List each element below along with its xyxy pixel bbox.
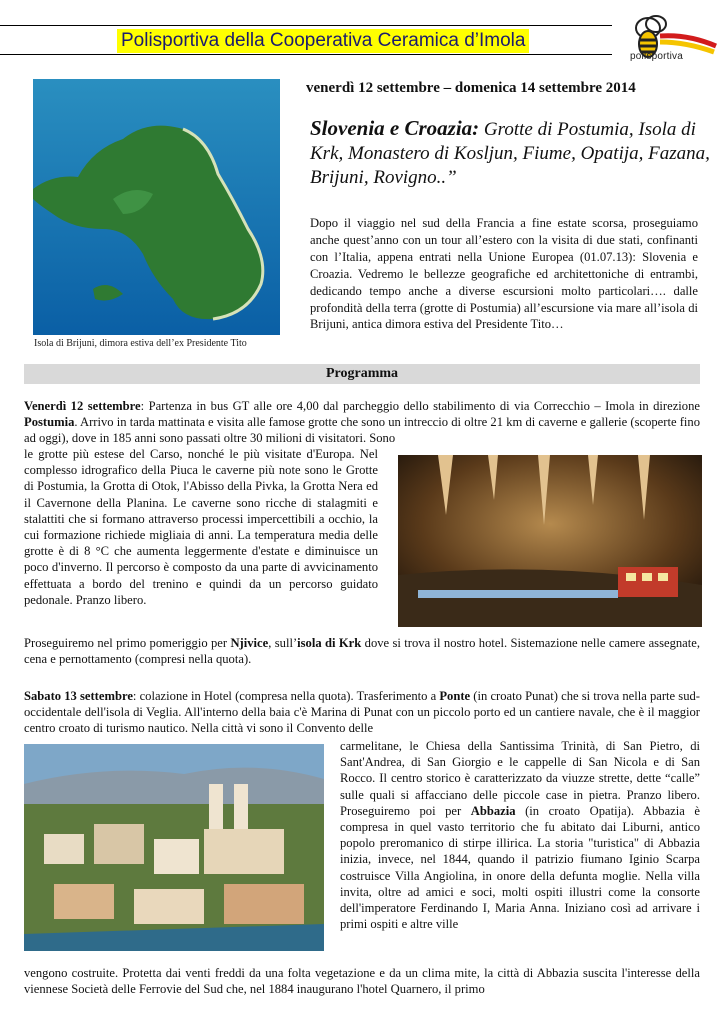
day2-label: Sabato 13 settembre [24, 689, 133, 703]
intro-paragraph: Dopo il viaggio nel sud della Francia a fine estate scorsa, proseguiamo anche quest’anno con un tour all’estero con la visita di due stati, confinanti con l’Italia, appena entrati nella Unione Europea (01.07.13): Slovenia e Croazia. Vedremo le bellezze geografiche ed architettoniche di entrambi, dedicando tempo anche a diverse escursioni molto particolari…. dalle profondità della terra (grotte di Postumia) all’escursione via mare all’isola di Brijuni, antica dimora estiva del Presidente Tito… [310, 216, 698, 332]
org-title: Polisportiva della Cooperativa Ceramica d’Imola [117, 29, 529, 53]
image-caption: Isola di Brijuni, dimora estiva dell’ex Presidente Tito [34, 338, 247, 349]
island-photo [33, 79, 280, 335]
day1-place-njivice: Njivice [230, 636, 269, 650]
day1-label: Venerdì 12 settembre [24, 399, 141, 413]
day1-text-2: . Arrivo in tarda mattinata e visita alle famose grotte che sono un intreccio di oltre 21 km di caverne e gallerie (scoperte fino ad oggi), dove in 185 anni sono passati oltre 30 milioni di visitatori. Sono [24, 415, 700, 446]
title-rest: Grotte di Postumia, Isola di Krk, Monastero di Kosljun, Fiume, Opatija, Fazana, Brijuni, Rovigno..” [310, 119, 710, 188]
day1-paragraph-bottom [24, 635, 700, 667]
title-bold: Slovenia e Croazia: [310, 116, 480, 140]
day1-text-1: : Partenza in bus GT alle ore 4,00 dal parcheggio dello stabilimento di via Correcchio – Imola in direzione [140, 399, 700, 413]
header-rule-bottom [0, 54, 612, 55]
day2-paragraph-top [24, 688, 700, 737]
trip-dates: venerdì 12 settembre – domenica 14 settembre 2014 [306, 80, 636, 96]
day2-text-2: (in croato Punat) che si trova nella parte sud-occidentale dell'isola di Veglia. All'interno della baia c'è Marina di Punat con un piccolo porto ed un cantiere navale, che è il maggior centro croato di turismo nautico. Nella città vi sono il Convento delle [24, 689, 700, 736]
day2-text-4: (in croato Opatija). Abbazia è compresa in quel vasto territorio che fu abitato dai Liburni, antico popolo preromanico di stirpe illirica. La storia "turistica" di Abbazia inizia, invece, nel 1844, quando il patrizio fiumano Iginio Scarpa costruisce Villa Angiolina, in onore della defunta moglie. Nella villa invita, oltre ad amici e soci, molti ospiti illustri come la consorte dell'imperatore Ferdinando I, Maria Anna. Iniziano così ad arrivare i primi ospiti e altre ville [340, 803, 700, 932]
day2-paragraph-bottom: vengono costruite. Protetta dai venti freddi da una folta vegetazione e da un clima mite, la città di Abbazia suscita l'interesse della viennese Società delle Ferrovie del Sud che, nel 1884 inaugurano l'hotel Quarnero, il primo [24, 966, 700, 997]
day1-place-krk: isola di Krk [297, 636, 362, 650]
logo-text: polisportiva [630, 51, 683, 62]
day2-paragraph-wrap [340, 738, 700, 932]
day1-text-4: Proseguiremo nel primo pomeriggio per [24, 636, 231, 650]
day2-place-abbazia: Abbazia [470, 803, 516, 818]
cave-photo [398, 455, 702, 627]
abbazia-photo [24, 744, 324, 951]
day1-paragraph-top [24, 398, 700, 447]
header-rule-top [0, 25, 612, 26]
day1-text-5: , sull’ [268, 636, 298, 650]
bee-logo-icon [618, 6, 718, 76]
day2-text-3: carmelitane, le Chiesa della Santissima Trinità, di San Pietro, di Sant'Andrea, di San Giorgio e le cappelle di San Nicola e di San Rocco. Il centro storico è caratterizzato da viuzze strette, dette “calle” sulle quali si affacciano delle piccole case in pietra. Pranzo libero. Proseguiremo poi per [340, 739, 700, 818]
day2-place-ponte: Ponte [439, 689, 471, 703]
trip-title [310, 116, 710, 190]
day1-place-postumia: Postumia [24, 415, 75, 430]
day2-text-1: : colazione in Hotel (compresa nella quota). Trasferimento a [132, 689, 440, 703]
day1-paragraph-wrap: le grotte più estese del Carso, nonché le più visitate d'Europa. Nel complesso idrografico della Piuca le caverne più note sono le Grotte di Postumia, la Grotta di Otok, l'Abisso della Pivka, la Grotta Nera ed il Cavernone della Planina. Le caverne sono ricche di stalagmiti e stalattiti che si formano attraverso processi impercettibili a occhio, la cui formazione richiede migliaia di anni. La temperatura media delle grotte è di 8 °C che aumenta leggermente d'estate e diminuisce un poco d'inverno. Il percorso è composto da una parte di avvicinamento effettuata a bordo del trenino e quindi da un percorso guidato pedonale. Pranzo libero. [24, 447, 378, 607]
day1-text-6: dove si trova il nostro hotel. Sistemazione nelle camere assegnate, cena e pernottamento (compresi nella quota). [24, 636, 700, 667]
programma-heading: Programma [24, 364, 700, 384]
